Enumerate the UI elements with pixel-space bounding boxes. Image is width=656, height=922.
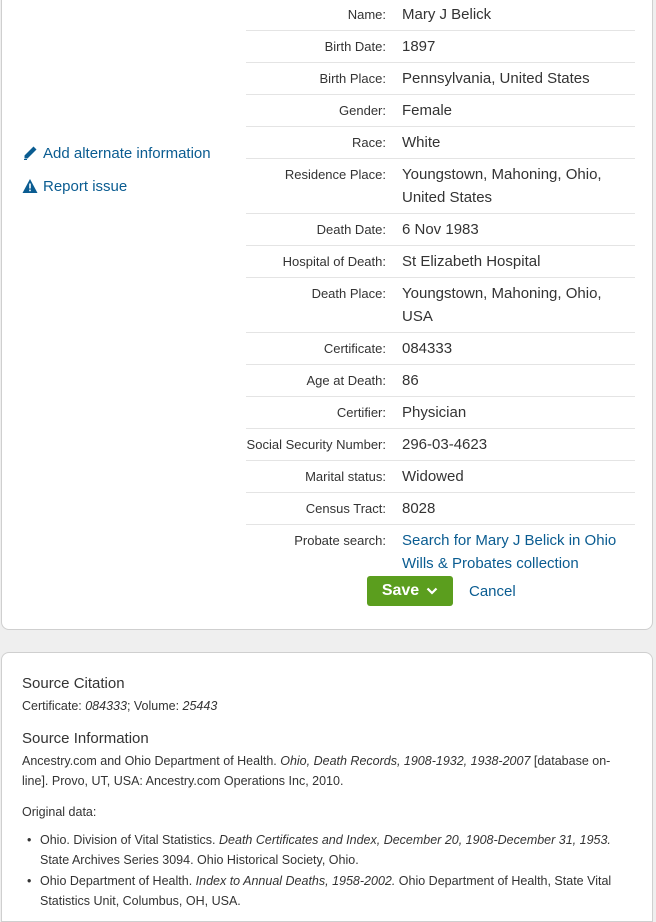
warning-icon — [22, 178, 38, 194]
record-table — [246, 0, 635, 579]
row-value: White — [402, 134, 441, 151]
original-data-list — [22, 830, 634, 911]
list-item — [22, 871, 634, 911]
row-label: Race: — [352, 135, 386, 150]
row-value: Youngstown, Mahoning, Ohio, United States — [402, 166, 602, 206]
source-information-text — [22, 751, 634, 791]
record-row-age-at-death — [246, 365, 635, 397]
row-label: Birth Place: — [319, 71, 386, 86]
record-row-probate-search — [246, 525, 635, 579]
row-value: 1897 — [402, 38, 436, 55]
record-row-certificate — [246, 333, 635, 365]
record-row-gender — [246, 95, 635, 127]
probate-search-link[interactable]: Search for Mary J Belick in Ohio Wills & Probates collection — [402, 532, 617, 572]
source-citation-text — [22, 696, 634, 716]
row-label: Death Date: — [316, 222, 386, 237]
bullet-text: Ohio Department of Health. — [40, 874, 196, 888]
record-actions — [367, 576, 516, 606]
cancel-link[interactable]: Cancel — [469, 582, 516, 600]
bullet-text: Ohio Department of Health, State Vital Statistics Unit, Columbus, OH, USA. — [40, 874, 612, 908]
record-row-death-date — [246, 214, 635, 246]
row-label: Residence Place: — [284, 167, 386, 182]
record-row-birth-place — [246, 63, 635, 95]
add-alternate-info-label: Add alternate information — [43, 144, 211, 162]
volume-label: ; Volume: — [126, 699, 183, 713]
source-card — [1, 652, 653, 922]
list-item — [22, 830, 634, 870]
row-value: 084333 — [402, 340, 453, 357]
row-label: Gender: — [339, 103, 386, 118]
row-value: Physician — [402, 404, 467, 421]
bullet-text: Ohio. Division of Vital Statistics. — [40, 833, 220, 847]
row-label: Death Place: — [311, 286, 386, 301]
record-row-name — [246, 0, 635, 31]
row-label: Birth Date: — [324, 39, 386, 54]
row-value: Youngstown, Mahoning, Ohio, USA — [402, 285, 602, 325]
row-value: 296-03-4623 — [402, 436, 488, 453]
record-row-race — [246, 127, 635, 159]
row-value: Mary J Belick — [402, 6, 492, 23]
row-label: Social Security Number: — [246, 436, 386, 452]
row-label: Age at Death: — [306, 373, 386, 388]
record-row-census-tract — [246, 493, 635, 525]
source-information-heading: Source Information — [22, 730, 149, 747]
row-value: 86 — [402, 372, 419, 389]
record-row-hospital-of-death — [246, 246, 635, 278]
row-value: Widowed — [402, 468, 464, 485]
report-issue-link[interactable] — [22, 175, 211, 197]
info-part-1: Ancestry.com and Ohio Department of Health. — [22, 754, 281, 768]
row-value: St Elizabeth Hospital — [402, 253, 541, 270]
bullet-title: Index to Annual Deaths, 1958-2002. — [195, 874, 396, 888]
row-label: Certificate: — [323, 341, 386, 356]
volume-value: 25443 — [182, 699, 218, 713]
chevron-down-icon — [426, 586, 438, 596]
record-row-birth-date — [246, 31, 635, 63]
original-data-label: Original data: — [22, 805, 97, 819]
record-row-residence-place — [246, 159, 635, 214]
save-button-label: Save — [381, 582, 420, 599]
record-row-marital-status — [246, 461, 635, 493]
bullet-title: Death Certificates and Index, December 20, 1908-December 31, 1953. — [219, 833, 611, 847]
row-value: 8028 — [402, 500, 436, 517]
row-value: Female — [402, 102, 453, 119]
report-issue-label: Report issue — [43, 177, 128, 195]
row-label: Marital status: — [305, 469, 386, 484]
cert-value: 084333 — [85, 699, 127, 713]
row-label: Name: — [347, 7, 386, 22]
row-label: Certifier: — [336, 405, 386, 420]
record-row-certifier — [246, 397, 635, 429]
pencil-icon — [22, 145, 38, 161]
row-label: Census Tract: — [305, 501, 386, 516]
record-side-links — [22, 142, 211, 208]
add-alternate-info-link[interactable] — [22, 142, 211, 164]
row-value: 6 Nov 1983 — [402, 221, 479, 238]
info-database-title: Ohio, Death Records, 1908-1932, 1938-2007 — [280, 754, 531, 768]
record-row-ssn — [246, 429, 635, 461]
save-button[interactable] — [367, 576, 453, 606]
record-row-death-place — [246, 278, 635, 333]
source-citation-heading: Source Citation — [22, 675, 125, 692]
row-label: Hospital of Death: — [282, 254, 386, 269]
bullet-text: State Archives Series 3094. Ohio Historical Society, Ohio. — [40, 853, 359, 867]
record-card — [1, 0, 653, 630]
cert-label: Certificate: — [22, 699, 86, 713]
source-content — [22, 675, 634, 912]
row-value: Pennsylvania, United States — [402, 70, 590, 87]
row-label: Probate search: — [294, 533, 386, 548]
info-part-2: [database on-line]. Provo, UT, USA: Ancestry.com Operations Inc, 2010. — [22, 754, 611, 788]
